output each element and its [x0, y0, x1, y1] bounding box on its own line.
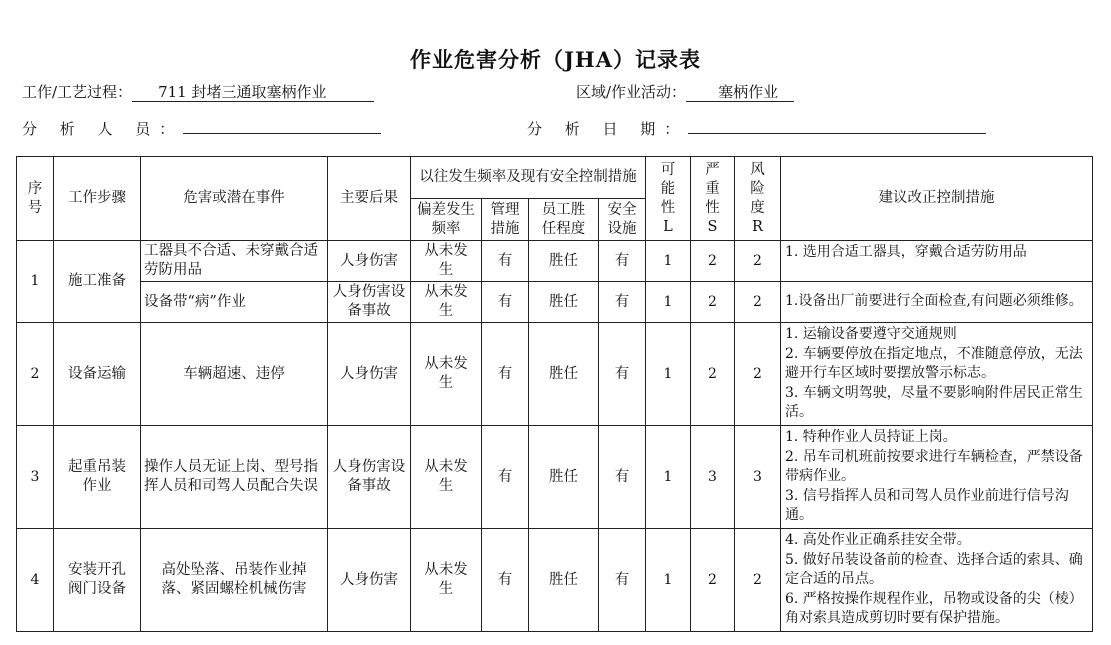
area-field — [576, 81, 794, 102]
cell-likelihood: 1 — [646, 241, 691, 282]
cell-risk: 3 — [735, 426, 781, 529]
measure-item: 2. 车辆要停放在指定地点，不准随意停放，无法避开行车区域时要摆放警示标志。 — [785, 345, 1083, 382]
cell-measures — [781, 241, 1093, 282]
date-label: 分 析 日 期： — [527, 120, 689, 138]
header-measures: 建议改正控制措施 — [781, 157, 1093, 241]
measure-item: 2. 吊车司机班前按要求进行车辆检查，严禁设备带病作业。 — [785, 448, 1083, 485]
cell-hazard: 设备带“病”作业 — [141, 282, 328, 323]
area-label: 区域/作业活动： — [576, 83, 687, 101]
table-row — [17, 529, 1093, 632]
table-row — [17, 241, 1093, 282]
header-likelihood: 可能性L — [646, 157, 691, 241]
cell-seq: 1 — [17, 241, 54, 323]
analyst-label: 分 析 人 员： — [22, 120, 184, 138]
cell-facility: 有 — [599, 426, 646, 529]
cell-seq: 4 — [17, 529, 54, 632]
table-row — [17, 426, 1093, 529]
cell-competence: 胜任 — [529, 282, 599, 323]
cell-consequence: 人身伤害 — [328, 529, 411, 632]
cell-management: 有 — [482, 282, 529, 323]
cell-step: 安装开孔阀门设备 — [54, 529, 141, 632]
header-management: 管理措施 — [482, 199, 529, 241]
cell-deviation: 从未发生 — [411, 529, 482, 632]
header-control-group: 以往发生频率及现有安全控制措施 — [411, 157, 646, 199]
header-seq: 序号 — [17, 157, 54, 241]
cell-seq: 3 — [17, 426, 54, 529]
cell-consequence: 人身伤害 — [328, 241, 411, 282]
header-step: 工作步骤 — [54, 157, 141, 241]
cell-likelihood: 1 — [646, 282, 691, 323]
cell-consequence: 人身伤害 — [328, 323, 411, 426]
process-value[interactable]: 711 封堵三通取塞柄作业 — [132, 83, 374, 102]
cell-competence: 胜任 — [529, 529, 599, 632]
cell-measures — [781, 323, 1093, 426]
cell-deviation: 从未发生 — [411, 323, 482, 426]
cell-consequence: 人身伤害设备事故 — [328, 282, 411, 323]
page-title: 作业危害分析（JHA）记录表 — [409, 47, 702, 72]
measure-item: 1. 选用合适工器具，穿戴合适劳防用品 — [785, 244, 1027, 260]
measure-item: 1. 运输设备要遵守交通规则 — [785, 326, 957, 343]
cell-risk: 2 — [735, 323, 781, 426]
cell-step: 起重吊装作业 — [54, 426, 141, 529]
cell-severity: 2 — [691, 529, 735, 632]
measure-item: 1.设备出厂前要进行全面检查,有问题必须维修。 — [785, 293, 1083, 310]
cell-deviation: 从未发生 — [411, 282, 482, 323]
cell-step: 施工准备 — [54, 241, 141, 323]
cell-deviation: 从未发生 — [411, 241, 482, 282]
cell-measures — [781, 529, 1093, 632]
cell-measures — [781, 282, 1093, 323]
header-competence-text: 员工胜任程度 — [541, 201, 586, 237]
process-field — [22, 81, 374, 102]
measure-item: 1. 特种作业人员持证上岗。 — [785, 429, 957, 446]
cell-consequence: 人身伤害设备事故 — [328, 426, 411, 529]
cell-hazard: 高处坠落、吊装作业掉落、紧固螺栓机械伤害 — [141, 529, 328, 632]
header-risk: 风险度R — [735, 157, 781, 241]
analyst-value[interactable] — [183, 115, 381, 134]
cell-competence: 胜任 — [529, 241, 599, 282]
cell-hazard: 工器具不合适、未穿戴合适劳防用品 — [141, 241, 328, 282]
date-value[interactable] — [688, 115, 986, 134]
jha-table — [16, 156, 1093, 632]
cell-management: 有 — [482, 241, 529, 282]
measure-item: 4. 高处作业正确系挂安全带。 — [785, 532, 971, 549]
cell-measures — [781, 426, 1093, 529]
header-row — [17, 157, 1093, 199]
cell-risk: 2 — [735, 282, 781, 323]
header-hazard: 危害或潜在事件 — [141, 157, 328, 241]
cell-step: 设备运输 — [54, 323, 141, 426]
cell-facility: 有 — [599, 241, 646, 282]
table-row — [17, 282, 1093, 323]
cell-seq: 2 — [17, 323, 54, 426]
area-value[interactable]: 塞柄作业 — [686, 83, 794, 102]
header-deviation: 偏差发生频率 — [411, 199, 482, 241]
cell-deviation: 从未发生 — [411, 426, 482, 529]
header-consequence: 主要后果 — [328, 157, 411, 241]
cell-management: 有 — [482, 323, 529, 426]
cell-severity: 2 — [691, 282, 735, 323]
cell-management: 有 — [482, 529, 529, 632]
measure-item: 3. 信号指挥人员和司驾人员作业前进行信号沟通。 — [785, 487, 1069, 524]
cell-likelihood: 1 — [646, 529, 691, 632]
cell-competence: 胜任 — [529, 323, 599, 426]
measure-item: 6. 严格按操作规程作业，吊物或设备的尖（棱）角对索具造成剪切时要有保护措施。 — [785, 590, 1083, 627]
measure-item: 3. 车辆文明驾驶，尽量不要影响附件居民正常生活。 — [785, 384, 1083, 421]
cell-severity: 2 — [691, 241, 735, 282]
cell-hazard: 车辆超速、违停 — [141, 323, 328, 426]
cell-hazard: 操作人员无证上岗、型号指挥人员和司驾人员配合失误 — [141, 426, 328, 529]
analyst-field — [22, 115, 381, 139]
cell-management: 有 — [482, 426, 529, 529]
cell-risk: 2 — [735, 529, 781, 632]
cell-facility: 有 — [599, 282, 646, 323]
cell-risk: 2 — [735, 241, 781, 282]
process-label: 工作/工艺过程： — [22, 83, 133, 101]
cell-severity: 3 — [691, 426, 735, 529]
cell-facility: 有 — [599, 529, 646, 632]
header-facility: 安全设施 — [599, 199, 646, 241]
cell-severity: 2 — [691, 323, 735, 426]
date-field — [527, 115, 986, 139]
cell-likelihood: 1 — [646, 323, 691, 426]
cell-competence: 胜任 — [529, 426, 599, 529]
header-competence — [529, 199, 599, 241]
measure-item: 5. 做好吊装设备前的检查、选择合适的索具、确定合适的吊点。 — [785, 551, 1083, 588]
table-row — [17, 323, 1093, 426]
cell-facility: 有 — [599, 323, 646, 426]
cell-likelihood: 1 — [646, 426, 691, 529]
header-severity: 严重性S — [691, 157, 735, 241]
